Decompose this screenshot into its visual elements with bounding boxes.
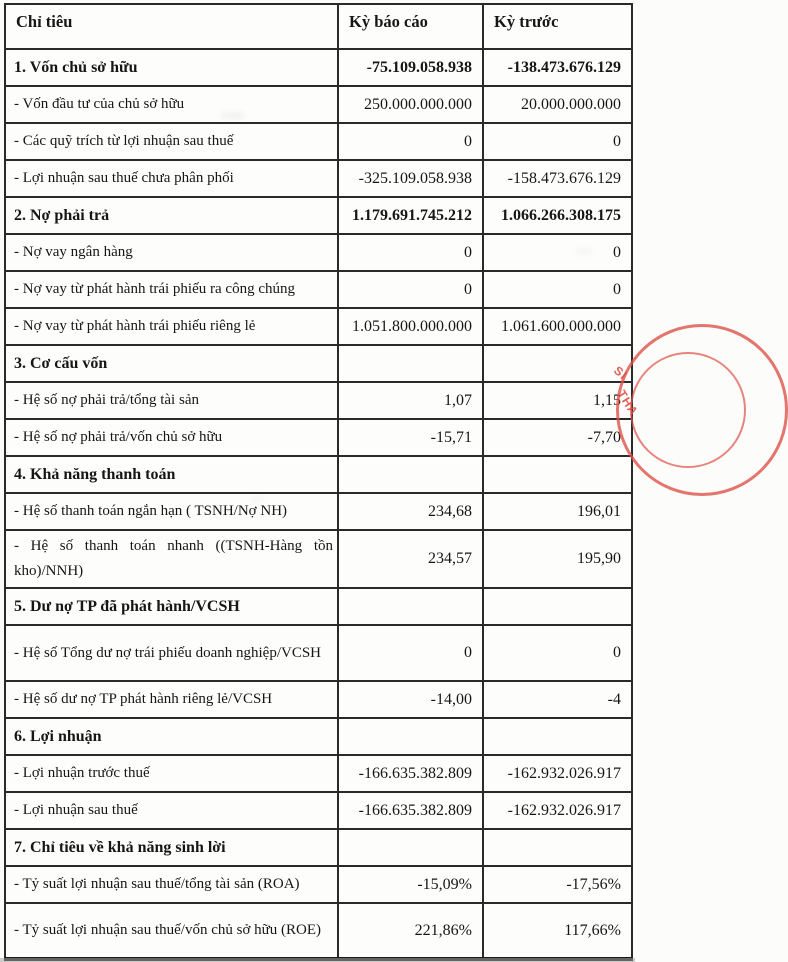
stamp-outer-ring [616,324,788,496]
column-header-previous-period: Kỳ trước [483,4,632,49]
row-label: - Hệ số Tổng dư nợ trái phiếu doanh nghiệp/VCSH [5,625,338,681]
row-label: - Hệ số thanh toán ngắn hạn ( TSNH/Nợ NH) [5,493,338,530]
value-previous-period: 1.066.266.308.175 [483,197,632,234]
value-previous-period: 1,15 [483,382,632,419]
table-row [5,308,632,345]
value-current-period: 1,07 [338,382,483,419]
value-previous-period: 0 [483,625,632,681]
value-previous-period: 0 [483,271,632,308]
row-label: - Hệ số nợ phải trả/vốn chủ sở hữu [5,419,338,456]
row-label: 7. Chỉ tiêu về khả năng sinh lời [5,829,338,866]
value-previous-period: 20.000.000.000 [483,86,632,123]
value-previous-period: -138.473.676.129 [483,49,632,86]
table-row [5,792,632,829]
value-current-period: 221,86% [338,903,483,959]
row-label: - Tỷ suất lợi nhuận sau thuế/tổng tài sản (ROA) [5,866,338,903]
row-label: - Hệ số thanh toán nhanh ((TSNH-Hàng tồn kho)/NNH) [5,530,338,588]
row-label: - Vốn đầu tư của chủ sở hữu [5,86,338,123]
value-previous-period: -7,70 [483,419,632,456]
value-previous-period: 0 [483,234,632,271]
value-current-period [338,588,483,625]
row-label: 6. Lợi nhuận [5,718,338,755]
table-row [5,197,632,234]
value-previous-period [483,345,632,382]
row-label: - Hệ số dư nợ TP phát hành riêng lẻ/VCSH [5,681,338,718]
scan-smudge [220,112,246,119]
page-edge-shadow [0,958,635,962]
scan-smudge [250,497,264,502]
value-current-period [338,829,483,866]
value-previous-period: -4 [483,681,632,718]
scan-smudge [575,248,593,254]
value-current-period: 0 [338,234,483,271]
header-row [5,4,632,49]
value-current-period: 250.000.000.000 [338,86,483,123]
value-current-period: -14,00 [338,681,483,718]
value-current-period: 0 [338,123,483,160]
row-label: - Các quỹ trích từ lợi nhuận sau thuế [5,123,338,160]
row-label: - Hệ số nợ phải trả/tổng tài sản [5,382,338,419]
row-label: 5. Dư nợ TP đã phát hành/VCSH [5,588,338,625]
value-previous-period [483,718,632,755]
value-current-period: -15,09% [338,866,483,903]
stamp-text-fragment: THA [614,387,642,419]
row-label: - Lợi nhuận sau thuế [5,792,338,829]
table-row [5,903,632,959]
row-label: - Tỷ suất lợi nhuận sau thuế/vốn chủ sở hữu (ROE) [5,903,338,959]
value-previous-period: -162.932.026.917 [483,755,632,792]
value-current-period: -15,71 [338,419,483,456]
value-previous-period: 1.061.600.000.000 [483,308,632,345]
value-current-period: -325.109.058.938 [338,160,483,197]
table-row [5,49,632,86]
value-previous-period: 196,01 [483,493,632,530]
table-row [5,345,632,382]
value-current-period: 0 [338,271,483,308]
table-row [5,123,632,160]
value-current-period [338,456,483,493]
value-previous-period: -158.473.676.129 [483,160,632,197]
row-label: - Nợ vay từ phát hành trái phiếu riêng lẻ [5,308,338,345]
value-previous-period: 195,90 [483,530,632,588]
value-current-period [338,718,483,755]
table-row [5,86,632,123]
value-current-period: 1.051.800.000.000 [338,308,483,345]
table-row [5,718,632,755]
value-previous-period: -162.932.026.917 [483,792,632,829]
table-row [5,234,632,271]
table-row [5,419,632,456]
table-row [5,755,632,792]
value-current-period: 234,68 [338,493,483,530]
financial-indicators-table [4,3,633,961]
stamp-text-fragment: SI [611,363,631,383]
value-previous-period: 0 [483,123,632,160]
table-row [5,866,632,903]
value-current-period: 1.179.691.745.212 [338,197,483,234]
table-row [5,829,632,866]
row-label: 3. Cơ cấu vốn [5,345,338,382]
value-previous-period [483,588,632,625]
table-row [5,530,632,588]
row-label: - Nợ vay từ phát hành trái phiếu ra công chúng [5,271,338,308]
value-current-period [338,345,483,382]
table-row [5,456,632,493]
stamp-inner-ring [630,352,746,468]
value-current-period: -166.635.382.809 [338,755,483,792]
row-label: 4. Khả năng thanh toán [5,456,338,493]
table-row [5,588,632,625]
table-body [5,49,632,959]
value-previous-period: 117,66% [483,903,632,959]
value-previous-period [483,829,632,866]
row-label: - Lợi nhuận sau thuế chưa phân phối [5,160,338,197]
row-label: 2. Nợ phải trả [5,197,338,234]
column-header-current-period: Kỳ báo cáo [338,4,483,49]
row-label: - Lợi nhuận trước thuế [5,755,338,792]
table-row [5,160,632,197]
value-previous-period: -17,56% [483,866,632,903]
value-previous-period [483,456,632,493]
value-current-period: 234,57 [338,530,483,588]
value-current-period: 0 [338,625,483,681]
row-label: 1. Vốn chủ sở hữu [5,49,338,86]
column-header-indicator: Chỉ tiêu [5,4,338,49]
table-row [5,681,632,718]
table-row [5,625,632,681]
table-row [5,382,632,419]
table-row [5,493,632,530]
value-current-period: -166.635.382.809 [338,792,483,829]
table-header [5,4,632,49]
row-label: - Nợ vay ngân hàng [5,234,338,271]
table-row [5,271,632,308]
value-current-period: -75.109.058.938 [338,49,483,86]
